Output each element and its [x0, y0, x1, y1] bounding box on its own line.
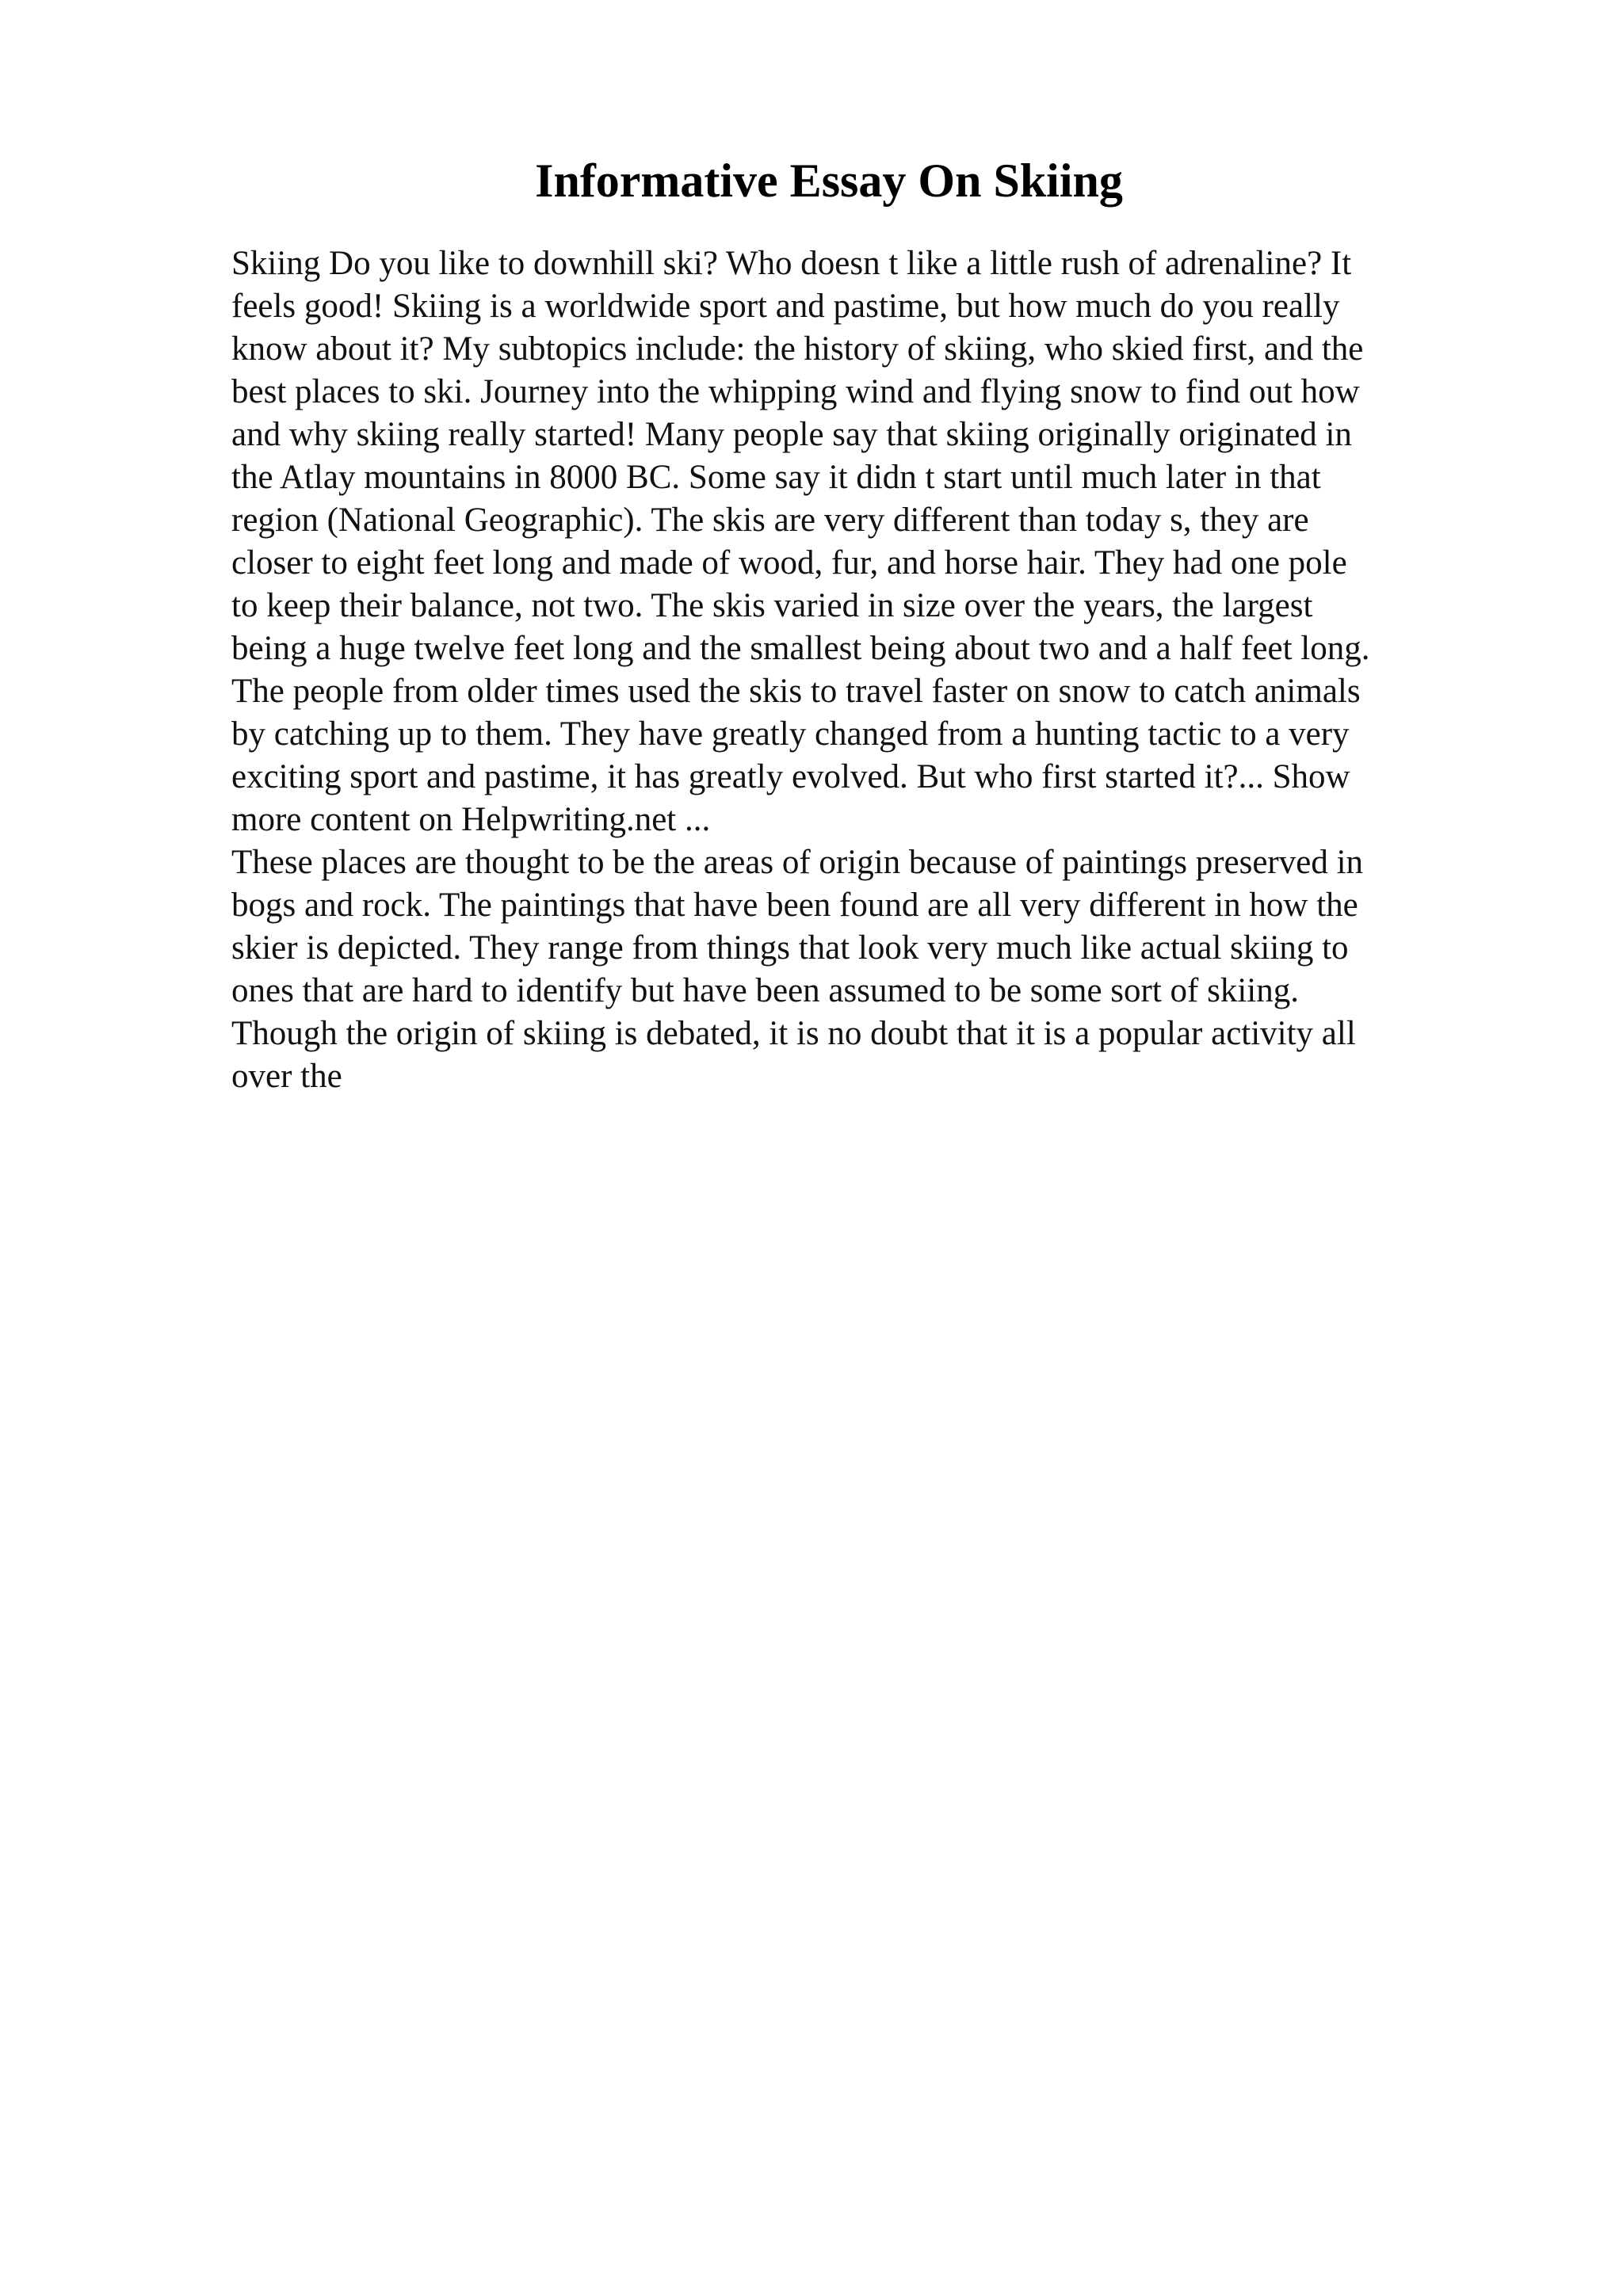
text-line: bogs and rock. The paintings that have been found are all very different in how the [231, 887, 1358, 924]
text-line: Skiing Do you like to downhill ski? Who doesn t like a little rush of adrenaline? It [231, 245, 1352, 282]
document-title: Informative Essay On Skiing [535, 154, 1123, 207]
text-line: closer to eight feet long and made of wood, fur, and horse hair. They had one pole [231, 544, 1347, 582]
text-line: ones that are hard to identify but have been assumed to be some sort of skiing. [231, 972, 1300, 1009]
text-line: more content on Helpwriting.net ... [231, 801, 711, 838]
text-line: by catching up to them. They have greatly changed from a hunting tactic to a very [231, 715, 1350, 753]
text-line: and why skiing really started! Many people say that skiing originally originated in [231, 416, 1352, 453]
text-line: feels good! Skiing is a worldwide sport and pastime, but how much do you really [231, 288, 1340, 325]
text-line: know about it? My subtopics include: the history of skiing, who skied first, and the [231, 330, 1364, 368]
text-line: the Atlay mountains in 8000 BC. Some say it didn t start until much later in that [231, 459, 1321, 496]
text-line: These places are thought to be the areas of origin because of paintings preserved in [231, 844, 1364, 881]
text-line: to keep their balance, not two. The skis varied in size over the years, the largest [231, 587, 1313, 624]
text-line: region (National Geographic). The skis are very different than today s, they are [231, 502, 1309, 539]
text-line: over the [231, 1058, 342, 1095]
text-line: being a huge twelve feet long and the smallest being about two and a half feet long. [231, 630, 1370, 667]
text-line: exciting sport and pastime, it has greatly evolved. But who first started it?... Show [231, 758, 1350, 795]
text-line: The people from older times used the skis to travel faster on snow to catch animals [231, 673, 1361, 710]
text-line: best places to ski. Journey into the whipping wind and flying snow to find out how [231, 373, 1360, 410]
essay-body [231, 242, 1468, 1098]
text-line: skier is depicted. They range from things that look very much like actual skiing to [231, 929, 1349, 967]
text-line: Though the origin of skiing is debated, it is no doubt that it is a popular activity all [231, 1015, 1356, 1052]
